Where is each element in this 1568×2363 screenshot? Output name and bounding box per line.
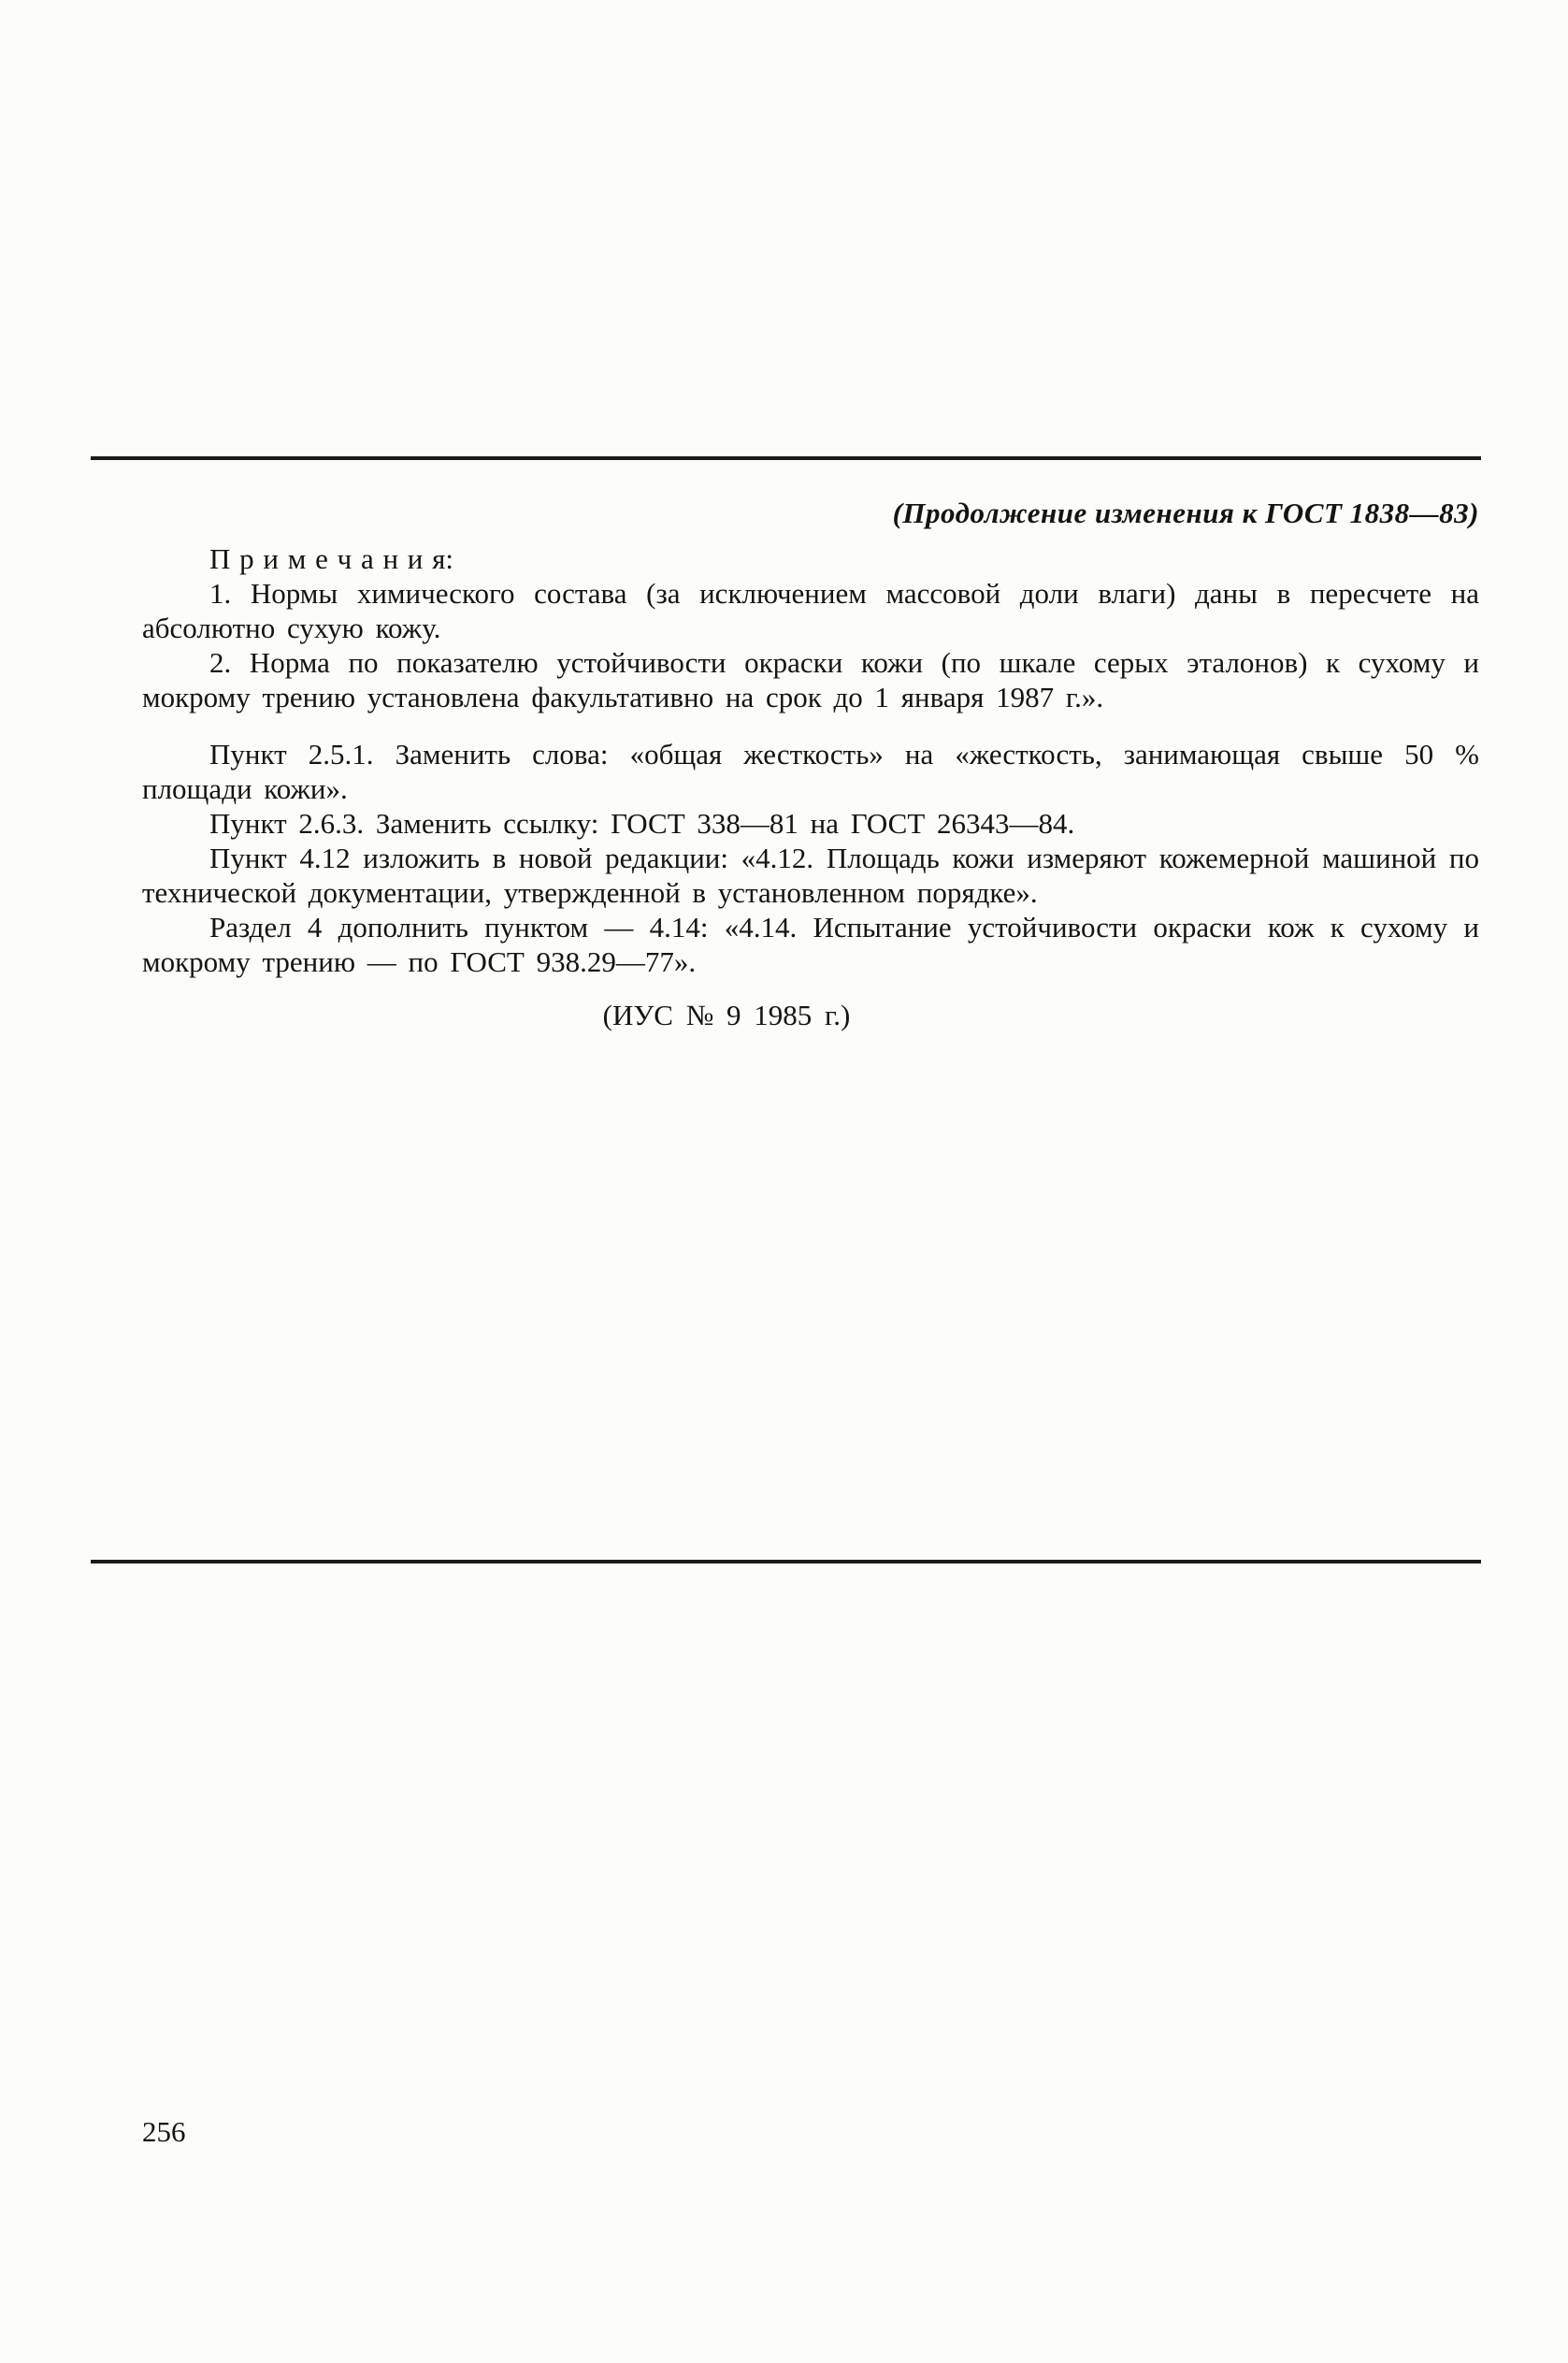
notes-heading: П р и м е ч а н и я:	[209, 542, 454, 575]
continuation-note: (Продолжение изменения к ГОСТ 1838—83)	[892, 497, 1479, 529]
amendment-paragraph-1: Пункт 2.5.1. Заменить слова: «общая жесткость» на «жесткость, занимающая свыше 50 % площади кожи».	[142, 738, 1479, 805]
note-item-1: 1. Нормы химического состава (за исключением массовой доли влаги) даны в пересчете на абсолютно сухую кожу.	[142, 577, 1479, 644]
amendment-paragraph-2: Пункт 2.6.3. Заменить ссылку: ГОСТ 338—81 на ГОСТ 26343—84.	[209, 807, 1075, 840]
note-item-2: 2. Норма по показателю устойчивости окраски кожи (по шкале серых эталонов) к сухому и мокрому трению установлена факультативно на срок до 1 января 1987 г.».	[142, 646, 1479, 713]
horizontal-rule-bottom	[91, 1560, 1481, 1563]
page-number: 256	[142, 2115, 186, 2148]
amendment-paragraph-3: Пункт 4.12 изложить в новой редакции: «4.12. Площадь кожи измеряют кожемерной машиной по технической документации, утвержденной в установленном порядке».	[142, 842, 1479, 909]
document-body	[142, 496, 1479, 1032]
publication-source-note: (ИУС № 9 1985 г.)	[602, 999, 851, 1031]
horizontal-rule-top	[91, 456, 1481, 460]
amendment-paragraph-4: Раздел 4 дополнить пунктом — 4.14: «4.14. Испытание устойчивости окраски кож к сухому и мокрому трению — по ГОСТ 938.29—77».	[142, 911, 1479, 978]
